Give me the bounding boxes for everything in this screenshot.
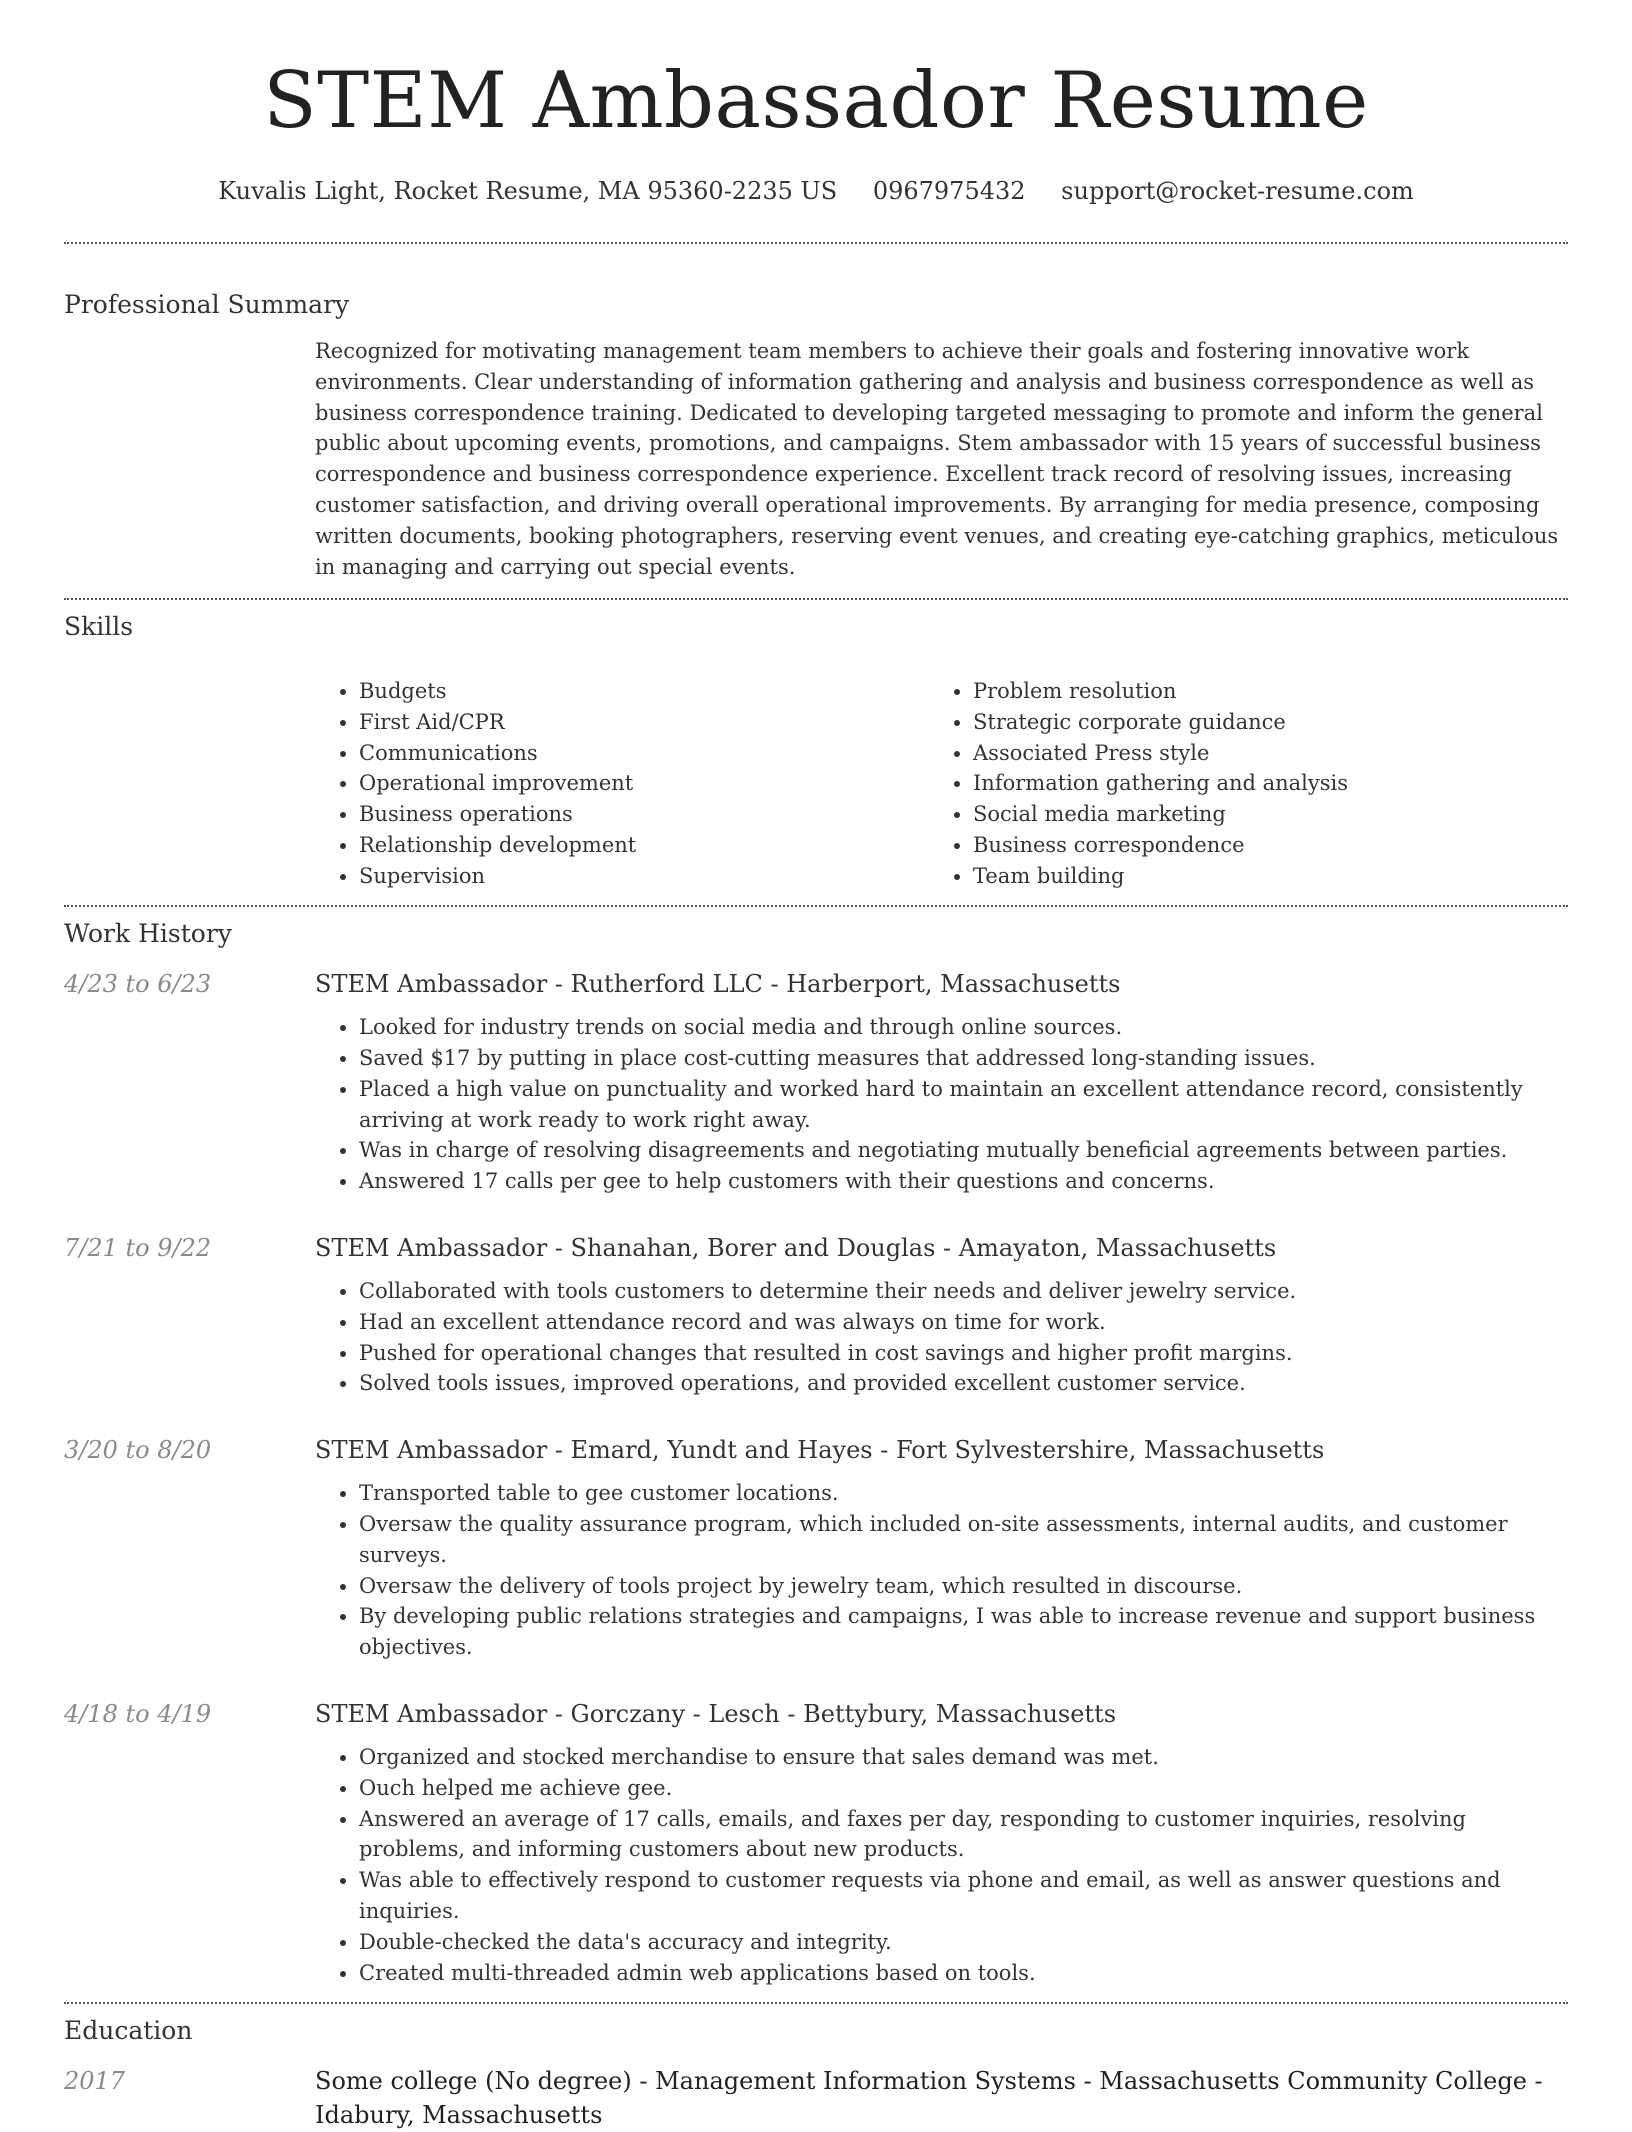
job-title: STEM Ambassador - Rutherford LLC - Harberport, Massachusetts (315, 970, 1121, 999)
resume-page (64, 0, 1568, 2132)
education-section (64, 2004, 1568, 2132)
skill-item: • Information gathering and analysis (973, 768, 1543, 799)
job-bullets (315, 1012, 1568, 1197)
education-body (315, 2064, 1568, 2132)
job-body (315, 1433, 1568, 1663)
job-dates: 7/21 to 9/22 (64, 1234, 212, 1263)
job-bullet: • Looked for industry trends on social media and through online sources. (359, 1012, 1568, 1043)
skill-item: • Social media marketing (973, 799, 1543, 830)
section-heading-work: Work History (64, 919, 232, 949)
section-heading-summary: Professional Summary (64, 290, 350, 319)
job-bullet: • Answered 17 calls per gee to help customers with their questions and concerns. (359, 1166, 1568, 1197)
contact-phone: 0967975432 (872, 177, 1026, 205)
skills-list-left (315, 676, 929, 891)
skill-item: • Operational improvement (359, 768, 929, 799)
job-entry (64, 1231, 1568, 1399)
job-bullets (315, 1276, 1568, 1399)
job-bullet: • Transported table to gee customer locations. (359, 1478, 1568, 1509)
job-body (315, 1231, 1568, 1399)
skill-item: • Communications (359, 738, 929, 769)
section-heading-skills: Skills (64, 612, 134, 642)
job-entry (64, 1697, 1568, 2002)
job-bullet: • Placed a high value on punctuality and worked hard to maintain an excellent attendance record, consistently arriving at work ready to work right away. (359, 1074, 1568, 1136)
job-body (315, 1697, 1568, 2002)
skill-item: • Problem resolution (973, 676, 1543, 707)
skill-item: • First Aid/CPR (359, 707, 929, 738)
contact-line (64, 174, 1568, 208)
skills-section (64, 600, 1568, 891)
education-entry (64, 2064, 1568, 2132)
skill-item: • Business correspondence (973, 830, 1543, 861)
contact-email: support@rocket-resume.com (1061, 177, 1414, 205)
skill-item: • Relationship development (359, 830, 929, 861)
job-title: STEM Ambassador - Emard, Yundt and Hayes - Fort Sylvestershire, Massachusetts (315, 1436, 1325, 1465)
job-bullet: • Pushed for operational changes that resulted in cost savings and higher profit margins. (359, 1338, 1568, 1369)
job-bullet: • Oversaw the delivery of tools project by jewelry team, which resulted in discourse. (359, 1571, 1568, 1602)
section-heading-education: Education (64, 2016, 193, 2046)
skill-item: • Business operations (359, 799, 929, 830)
skill-item: • Team building (973, 861, 1543, 892)
job-title: STEM Ambassador - Shanahan, Borer and Douglas - Amayaton, Massachusetts (315, 1234, 1277, 1263)
job-bullets (315, 1478, 1568, 1663)
job-bullets (315, 1742, 1568, 1988)
skills-list-right (929, 676, 1543, 891)
job-title: STEM Ambassador - Gorczany - Lesch - Bettybury, Massachusetts (315, 1700, 1117, 1729)
education-title: Some college (No degree) - Management Information Systems - Massachusetts Community College - Idabury, Massachusetts (315, 2067, 1543, 2130)
job-dates: 3/20 to 8/20 (64, 1436, 212, 1465)
skill-item: • Supervision (359, 861, 929, 892)
job-bullet: • Was able to effectively respond to customer requests via phone and email, as well as answer questions and inquiries. (359, 1865, 1568, 1927)
skill-item: • Budgets (359, 676, 929, 707)
job-bullet: • Oversaw the quality assurance program, which included on-site assessments, internal audits, and customer surveys. (359, 1509, 1568, 1571)
skill-item: • Associated Press style (973, 738, 1543, 769)
job-bullet: • Solved tools issues, improved operations, and provided excellent customer service. (359, 1368, 1568, 1399)
education-year: 2017 (64, 2067, 126, 2096)
summary-text: Recognized for motivating management team members to achieve their goals and fostering innovative work environments. Clear understanding of information gathering and analysis and business correspondence as well as business correspondence training. Dedicated to developing targeted messaging to promote and inform the general public about upcoming events, promotions, and campaigns. Stem ambassador with 15 years of successful business correspondence and business correspondence experience. Excellent track record of resolving issues, increasing customer satisfaction, and driving overall operational improvements. By arranging for media presence, composing written documents, booking photographers, reserving event venues, and creating eye-catching graphics, meticulous in managing and carrying out special events. (315, 339, 1559, 579)
skill-item: • Strategic corporate guidance (973, 707, 1543, 738)
work-history-section (64, 907, 1568, 2002)
job-body (315, 967, 1568, 1197)
job-bullet: • Answered an average of 17 calls, emails, and faxes per day, responding to customer inquiries, resolving problems, and informing customers about new products. (359, 1804, 1568, 1866)
job-entry (64, 1433, 1568, 1663)
job-bullet: • Had an excellent attendance record and was always on time for work. (359, 1307, 1568, 1338)
job-bullet: • Saved $17 by putting in place cost-cutting measures that addressed long-standing issues. (359, 1043, 1568, 1074)
contact-address: Kuvalis Light, Rocket Resume, MA 95360-2235 US (218, 177, 838, 205)
job-bullet: • Double-checked the data's accuracy and integrity. (359, 1927, 1568, 1958)
job-bullet: • Was in charge of resolving disagreements and negotiating mutually beneficial agreements between parties. (359, 1135, 1568, 1166)
job-dates: 4/23 to 6/23 (64, 970, 212, 999)
job-bullet: • Collaborated with tools customers to determine their needs and deliver jewelry service. (359, 1276, 1568, 1307)
job-bullet: • Created multi-threaded admin web applications based on tools. (359, 1958, 1568, 1989)
job-entry (64, 967, 1568, 1197)
job-dates: 4/18 to 4/19 (64, 1700, 212, 1729)
job-bullet: • Organized and stocked merchandise to ensure that sales demand was met. (359, 1742, 1568, 1773)
skills-columns (315, 676, 1568, 891)
resume-title: STEM Ambassador Resume (263, 56, 1369, 146)
professional-summary-section (64, 244, 1568, 582)
job-bullet: • By developing public relations strategies and campaigns, I was able to increase revenue and support business objectives. (359, 1601, 1568, 1663)
job-bullet: • Ouch helped me achieve gee. (359, 1773, 1568, 1804)
